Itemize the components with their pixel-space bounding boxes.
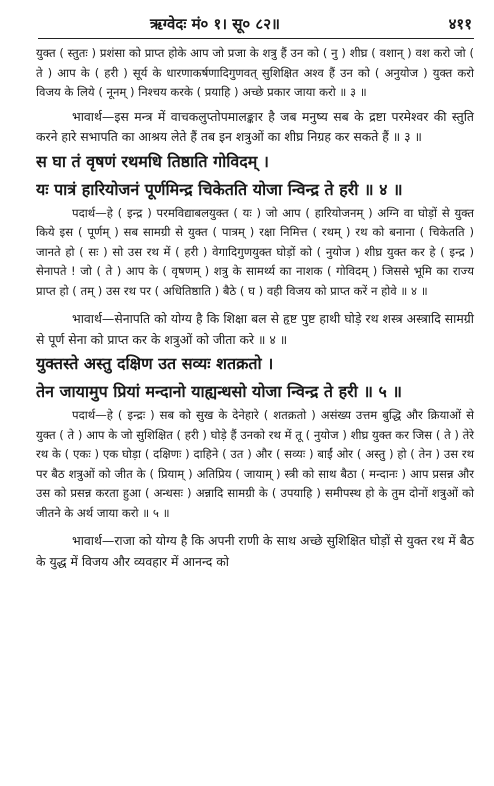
header-rule <box>38 38 474 39</box>
mantra-5-line-1: युक्तस्ते अस्तु दक्षिण उत सव्यः शतक्रतो । <box>36 354 274 373</box>
page-header <box>40 14 472 36</box>
page-number: ४११ <box>448 15 472 33</box>
spacer <box>36 301 474 309</box>
running-title: ऋग्वेदः मं० १। सू० ८२॥ <box>150 15 281 33</box>
paragraph-bhavartha-5: भावार्थ—राजा को योग्य है कि अपनी राणी के साथ अच्छे सुशिक्षित घोड़ों से युक्त रथ में बैठ के युद्ध में विजय और व्यवहार में आनन्द को <box>36 533 474 569</box>
mantra-4-line-2: यः पात्रं हारियोजनं पूर्णमिन्द्र चिकेतति योजा न्विन्द्र ते हरी ॥ ४ ॥ <box>36 179 403 199</box>
spacer <box>36 523 474 531</box>
mantra-4-line-1: स घा तं वृषणं रथमधि तिष्ठाति गोविदम् । <box>36 151 269 171</box>
page-body <box>36 44 474 572</box>
paragraph-padartha-5: पदार्थ—हे ( इन्द्रः ) सब को सुख के देनेहारे ( शतक्रतो ) असंख्य उत्तम बुद्धि और क्रियाओं से युक्त ( ते ) आप के जो सुशिक्षित ( हरी ) घोड़े हैं उनको रथ में तू ( नुयोज ) शीघ्र युक्त कर जिस ( ते ) तेरे रथ के ( एकः ) एक घोड़ा ( दक्षिणः ) दाहिने ( उत ) और ( सव्यः ) बाईं ओर ( अस्तु ) हो ( तेन ) उस रथ पर बैठ शत्रुओं को जीत के ( प्रियाम् ) अतिप्रिय ( जायाम् ) स्त्री को साथ बैठा ( मन्दानः ) आप प्रसन्न और उस को प्रसन्न करता हुआ ( अन्धसः ) अन्नादि सामग्री के ( उपयाहि ) समीपस्थ हो के तुम दोनों शत्रुओं को जीतने के अर्थ जाया करो ॥ ५ ॥ <box>36 408 474 520</box>
paragraph-padartha-4: पदार्थ—हे ( इन्द्र ) परमविद्याबलयुक्त ( यः ) जो आप ( हारियोजनम् ) अग्नि वा घोड़ों से युक्त किये इस ( पूर्णम् ) सब सामग्री से युक्त ( पात्रम् ) रक्षा निमित्त ( रथम् ) रथ को बनाना ( चिकेतति ) जानते हो ( सः ) सो उस रथ में ( हरी ) वेगादिगुणयुक्त घोड़ों को ( नुयोज ) शीघ्र युक्त कर हे ( इन्द्र ) सेनापते ! जो ( ते ) आप के ( वृषणम् ) शत्रु के सामर्थ्य का नाशक ( गोविदम् ) जिससे भूमि का राज्य प्राप्त हो ( तम् ) उस रथ पर ( अधितिष्ठाति ) बैठे ( घ ) वही विजय को प्राप्त करें न होवे ॥ ४ ॥ <box>36 205 474 298</box>
paragraph-padartha-3-end: युक्त ( स्तुतः ) प्रशंसा को प्राप्त होके आप जो प्रजा के शत्रु हैं उन को ( नु ) शीघ्र ( वशान् ) वश करो जो ( ते ) आप के ( हरी ) सूर्य के धारणाकर्षणादिगुणवत् सुशिक्षित अश्व हैं उन को ( अनुयोज ) युक्त करो विजय के लिये ( नूनम् ) निश्चय करके ( प्रयाहि ) अच्छे प्रकार जाया करो ॥ ३ ॥ <box>36 46 474 99</box>
paragraph-bhavartha-4: भावार्थ—सेनापति को योग्य है कि शिक्षा बल से हृष्ट पुष्ट हाथी घोड़े रथ शस्त्र अस्त्रादि सामग्री से पूर्ण सेना को प्राप्त कर के शत्रुओं को जीता करे ॥ ४ ॥ <box>36 311 474 347</box>
paragraph-bhavartha-3: भावार्थ—इस मन्त्र में वाचकलुप्तोपमालङ्कार है जब मनुष्य सब के द्रष्टा परमेश्वर की स्तुति करने हारे सभापति का आश्रय लेते हैं तब इन शत्रुओं का शीघ्र निग्रह कर सकते हैं ॥ ३ ॥ <box>36 108 474 144</box>
mantra-5-line-2: तेन जायामुप प्रियां मन्दानो याह्यन्धसो योजा न्विन्द्र ते हरी ॥ ५ ॥ <box>36 382 402 401</box>
